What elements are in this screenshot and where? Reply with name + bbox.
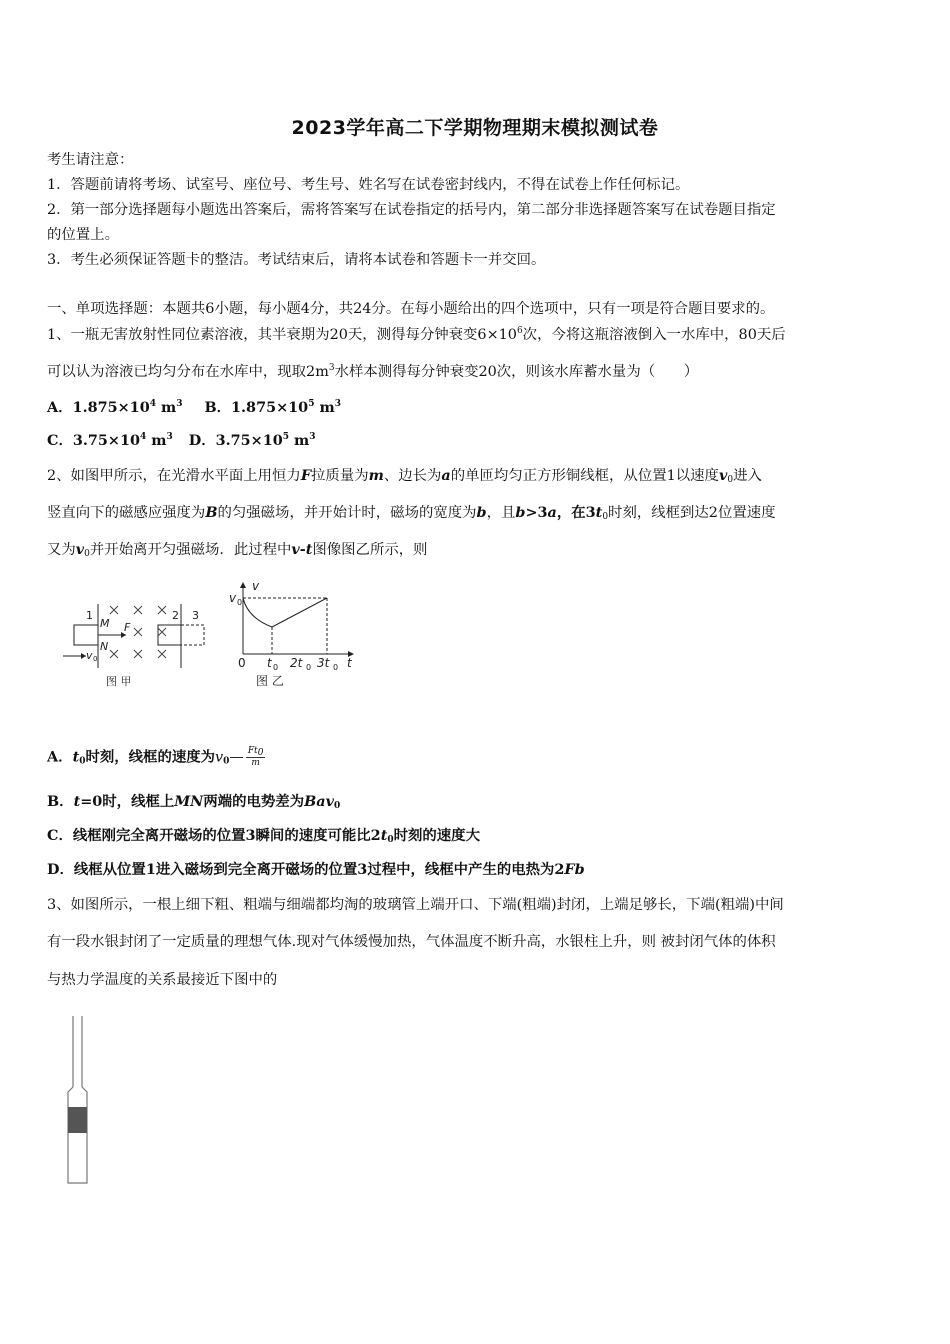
q2-stem-line2: 竖直向下的磁感应强度为B的匀强磁场，并开始计时，磁场的宽度为b，且b>3a，在$3t_0$时刻，线框到达2位置速度 <box>47 504 776 522</box>
q1-option-d: D．$3.75\times 10^5$ $m^3$ <box>188 432 316 449</box>
coil-position-3 <box>181 625 204 645</box>
axis-label-v: v <box>252 579 260 593</box>
label-3: 3 <box>192 609 199 622</box>
label-v-sub: 0 <box>93 655 98 663</box>
thick-tube <box>68 1087 87 1183</box>
q1-options-cd <box>47 431 900 451</box>
figure-jia-caption: 图 甲 <box>106 675 132 688</box>
label-M: M <box>100 617 110 630</box>
label-1: 1 <box>86 609 93 622</box>
vt-curve-decel <box>243 598 272 627</box>
q1-option-b: B．$1.875\times 10^5$ $m^3$ <box>204 399 341 416</box>
section-heading: 一、单项选择题：本题共6小题，每小题4分，共24分。在每小题给出的四个选项中，只有一项是符合题目要求的。 <box>47 301 775 317</box>
axis-label-t: t <box>347 656 352 670</box>
notice-item-3: 3．考生必须保证答题卡的整洁。考试结束后，请将本试卷和答题卡一并交回。 <box>47 252 546 268</box>
label-v: v <box>86 649 93 662</box>
q1-stem-line1: 1、一瓶无害放射性同位素溶液，其半衰期为20天，测得每分钟衰变$6\times 10^6$次，今将这瓶溶液倒入一水库中，80天后 <box>47 326 786 343</box>
q1-option-c: C．$3.75\times 10^4$ $m^3$ <box>47 432 173 449</box>
notice-item-2: 2．第一部分选择题每小题选出答案后，需将答案写在试卷指定的括号内，第二部分非选择题答案写在试卷题目指定 <box>47 202 776 218</box>
page-title: 2023学年高二下学期物理期末模拟测试卷 <box>291 117 659 139</box>
tick-2t0: 2t <box>290 656 303 670</box>
q2-option-d: D．线框从位置1进入磁场到完全离开磁场的位置3过程中，线框中产生的电热为2Fb <box>47 861 585 878</box>
coil-position-2 <box>158 625 181 645</box>
tick-3t0: 3t <box>317 656 330 670</box>
q1-option-a: A．$1.875\times 10^4$ $m^3$ <box>47 399 183 416</box>
mercury-column <box>68 1107 87 1133</box>
q3-glass-tube-figure <box>58 1012 98 1187</box>
svg-text:0: 0 <box>237 598 243 607</box>
q1-options-ab <box>47 398 900 418</box>
q3-stem-line1: 3、如图所示，一根上细下粗、粗端与细端都均淘的玻璃管上端开口、下端(粗端)封闭，上端足够长，下端(粗端)中间 <box>47 897 784 913</box>
notice-heading: 考生请注意： <box>47 152 134 168</box>
svg-text:0: 0 <box>273 663 279 672</box>
q2-figure-yi <box>226 578 361 693</box>
svg-text:0: 0 <box>306 663 312 672</box>
q2-option-b: B．t=0时，线框上MN两端的电势差为Bav$_0$ <box>47 793 341 811</box>
q2-option-a: A．$t_0$时刻，线框的速度为$v_0—$ $\frac{Ft_0}{m}$ <box>47 746 264 768</box>
q2-stem-line3: 又为$v_0$并开始离开匀强磁场．此过程中v-t图像图乙所示，则 <box>47 541 428 559</box>
vt-line-accel <box>272 598 327 627</box>
tick-v0: v <box>229 591 237 605</box>
q3-stem-line2: 有一段水银封闭了一定质量的理想气体.现对气体缓慢加热，气体温度不断升高，水银柱上升，则 被封闭气体的体积 <box>47 934 776 950</box>
notice-item-2-cont: 的位置上。 <box>47 227 119 243</box>
q2-stem-line1: 2、如图甲所示，在光滑水平面上用恒力F拉质量为m、边长为a的单匝均匀正方形铜线框，从位置1以速度$v_0$进入 <box>47 467 762 485</box>
notice-item-1: 1．答题前请将考场、试室号、座位号、考生号、姓名写在试卷密封线内，不得在试卷上作任何标记。 <box>47 177 690 193</box>
svg-text:0: 0 <box>333 663 339 672</box>
origin-label: 0 <box>238 656 246 670</box>
coil-position-1 <box>74 625 98 645</box>
q2-figure-jia <box>58 598 208 693</box>
label-2: 2 <box>172 609 179 622</box>
label-F: F <box>124 621 131 634</box>
q2-option-c: C．线框刚完全离开磁场的位置3瞬间的速度可能比$2t_0$时刻的速度大 <box>47 827 480 845</box>
label-N: N <box>100 640 109 653</box>
tick-t0: t <box>267 656 272 670</box>
q1-stem-line2: 可以认为溶液已均匀分布在水库中，现取$2m^3$水样本测得每分钟衰变20次，则该水库蓄水量为（ ） <box>47 363 699 380</box>
q3-stem-line3: 与热力学温度的关系最接近下图中的 <box>47 972 278 988</box>
figure-yi-caption: 图 乙 <box>256 674 284 688</box>
